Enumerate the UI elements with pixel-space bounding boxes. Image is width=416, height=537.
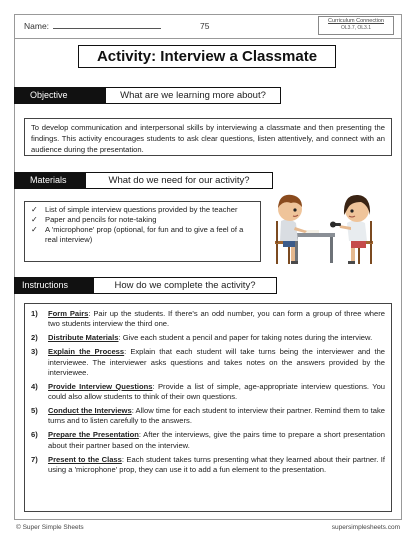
name-line[interactable] <box>53 21 161 29</box>
curriculum-codes: OL3.7, OL3.1 <box>340 24 372 31</box>
interview-illustration <box>271 183 379 269</box>
curriculum-connection-box <box>318 16 394 35</box>
name-field[interactable] <box>24 21 161 31</box>
page-title: Activity: Interview a Classmate <box>78 45 336 68</box>
materials-list <box>24 201 261 262</box>
list-item: 1) Form Pairs: Pair up the students. If there's an odd number, you can form a group of three where two students interview the third one. <box>31 309 386 329</box>
list-item: 4) Provide Interview Questions: Provide a list of simple, age-appropriate interview questions. You could also allow students to think of their own questions. <box>31 381 386 402</box>
microphone-icon <box>330 222 341 228</box>
instructions-list <box>24 303 392 512</box>
girl-student-icon <box>330 195 373 264</box>
materials-header <box>14 172 273 189</box>
header-divider <box>14 38 402 39</box>
boy-student-icon <box>275 195 307 264</box>
desk-icon <box>293 230 335 263</box>
list-item: ✓ List of simple interview questions provided by the teacher <box>31 205 238 214</box>
page-number: 75 <box>200 21 210 31</box>
name-label: Name: <box>24 21 50 31</box>
list-item: 5) Conduct the Interviews: Allow time for each student to interview their partner. Remind them to take turns and to listen carefully to the answers. <box>31 406 385 426</box>
objective-text: To develop communication and interpersonal skills by interviewing a classmate and then presenting the findings. This activity encourages students to ask clear questions, listen attentively, and connect with an audience during the presentation. <box>24 118 392 156</box>
footer-copyright: © Super Simple Sheets <box>16 524 84 531</box>
list-item: 2) Distribute Materials: Give each student a pencil and paper for taking notes during the interview. <box>31 333 373 343</box>
objective-header <box>14 87 281 104</box>
instructions-question: How do we complete the activity? <box>94 277 277 294</box>
checkmark-icon: ✓ <box>31 205 38 214</box>
checkmark-icon: ✓ <box>31 215 38 224</box>
instructions-label: Instructions <box>14 277 94 294</box>
curriculum-title: Curriculum Connection <box>328 18 384 24</box>
checkmark-icon: ✓ <box>31 225 38 234</box>
list-item: ✓ Paper and pencils for note-taking <box>31 215 157 224</box>
footer-website[interactable]: supersimplesheets.com <box>331 524 400 531</box>
materials-question: What do we need for our activity? <box>86 172 273 189</box>
materials-label: Materials <box>14 172 86 189</box>
list-item: 7) Present to the Class: Each student takes turns presenting what they learned about their partner. If using a 'microphone' prop, they can use it to add a fun element to the presentation. <box>31 454 385 474</box>
instructions-header <box>14 277 277 294</box>
list-item: 3) Explain the Process: Explain that each student will take turns being the interviewer and the interviewee. The interviewer asks questions and takes notes on the answers provided by the interviewee. <box>31 347 386 377</box>
objective-label: Objective <box>14 87 106 104</box>
objective-question: What are we learning more about? <box>106 87 281 104</box>
list-item: ✓ A 'microphone' prop (optional, for fun and to give a feel of a real interview) <box>31 225 244 244</box>
list-item: 6) Prepare the Presentation: After the interviews, give the pairs time to prepare a short presentation about their partner based on the interview. <box>31 430 386 450</box>
